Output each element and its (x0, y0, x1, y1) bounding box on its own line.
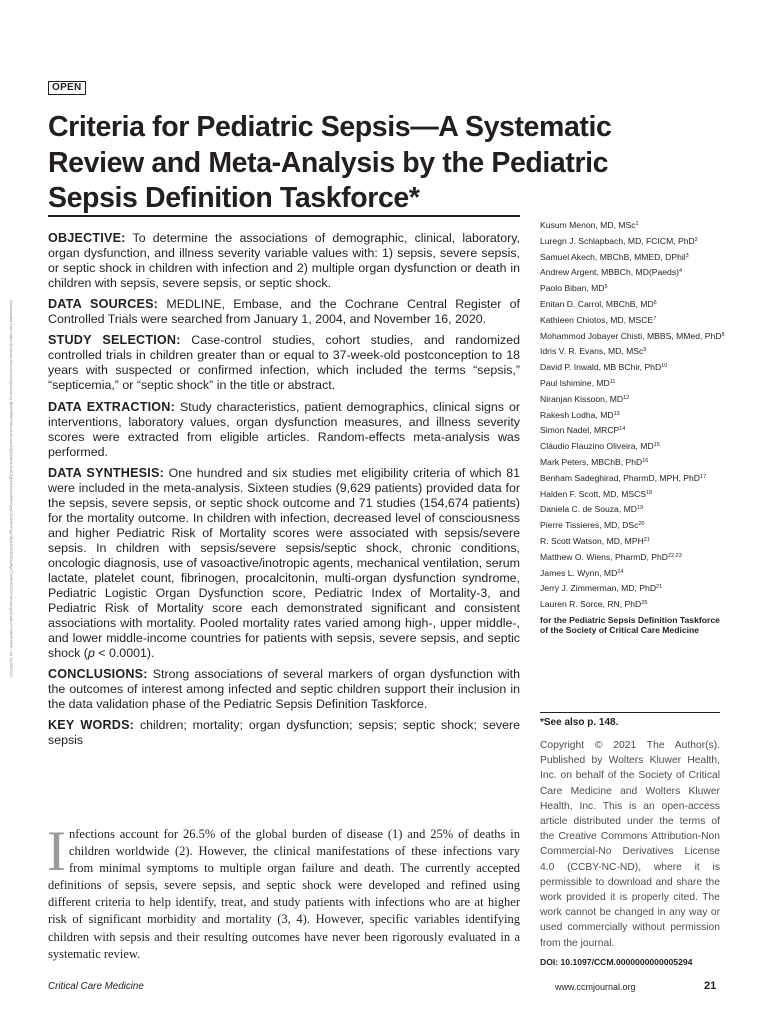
author (540, 283, 730, 294)
author-affiliation: 21 (656, 584, 663, 591)
footer-journal-url[interactable]: www.ccmjournal.org (555, 982, 636, 992)
section-label: OBJECTIVE: (48, 231, 126, 245)
author-name: R. Scott Watson, MD, MPH (540, 535, 644, 546)
author (540, 441, 730, 452)
author-affiliation: 6 (653, 299, 657, 306)
author-affiliation: 12 (623, 394, 630, 401)
author (540, 552, 730, 563)
author-affiliation: 9 (643, 347, 647, 354)
author-affiliation: 2 (694, 236, 698, 243)
copyright-notice: Copyright © 2021 The Author(s). Published by Wolters Kluwer Health, Inc. on behalf of the Society of Critical Care Medicine and Wolters Kluwer Health, Inc. This is an open-access article distributed under the terms of the Creative Commons Attribution-Non Commercial-No Derivatives License 4.0 (CCBY-NC-ND), where it is permissible to download and share the work provided it is properly cited. The work cannot be changed in any way or used commercially without permission from the journal. (540, 740, 720, 949)
author (540, 267, 730, 278)
section-text-end: < 0.0001). (94, 645, 155, 660)
abstract (48, 231, 520, 754)
section-text: children; mortality; organ dysfunction; sepsis; septic shock; severe sepsis (48, 718, 520, 748)
author-name: Samuel Akech, MBChB, MMED, DPhil (540, 251, 686, 262)
author-name: Paolo Biban, MD (540, 283, 605, 294)
author (540, 220, 730, 231)
author-name: Cláudio Flauzino Oliveira, MD (540, 441, 654, 452)
author-affiliation: 7 (653, 315, 657, 322)
section-label: DATA SOURCES: (48, 297, 159, 312)
abstract-study-selection (48, 333, 520, 393)
see-also-divider (540, 712, 720, 713)
author-name: Niranjan Kissoon, MD (540, 393, 624, 404)
author (540, 362, 730, 373)
author-affiliation: 5 (604, 284, 608, 291)
author-affiliation: 14 (619, 426, 626, 433)
author (540, 331, 730, 342)
author (540, 315, 730, 326)
author (540, 568, 730, 579)
section-text: To determine the associations of demographic, clinical, laboratory, organ dysfunction, and illness severity variable values with: 1) sepsis, severe sepsis, or septic shock in children with infection and 2) multiple organ dysfunction or death in children with sepsis, severe sepsis, or septic shock. (48, 231, 520, 290)
section-label: STUDY SELECTION: (48, 333, 181, 348)
author (540, 236, 730, 247)
author-affiliation: 21 (643, 536, 650, 543)
author (540, 520, 730, 531)
author-name: Matthew O. Wiens, PharmD, PhD (540, 551, 668, 562)
section-label: CONCLUSIONS: (48, 666, 148, 681)
author-affiliation: 8 (721, 331, 725, 338)
abstract-conclusions (48, 667, 520, 712)
author (540, 599, 730, 610)
author (540, 583, 730, 594)
abstract-data-sources (48, 297, 520, 327)
author-name: James L. Wynn, MD (540, 567, 618, 578)
author-affiliation: 13 (613, 410, 620, 417)
open-access-badge: OPEN (48, 81, 86, 95)
section-label: KEY WORDS: (48, 718, 135, 733)
author (540, 410, 730, 421)
download-note: Downloaded from https://journals.lww.com/ccmjournal by BhDMf5ePHKav1zEoum1tQfN4a+kJLhEZgbsIHo4XMi0hCywCX1AWnYQp/IlQrHD3i3D0OdRyi7TvSFl4Cf3VC4/OAVpDDa8K2+Ya6H515kE= on 01/18/2022 (9, 300, 14, 678)
section-text: MEDLINE, Embase, and the Cochrane Central Register of Controlled Trials were searched from January 1, 2004, and November 16, 2020. (48, 297, 520, 327)
author (540, 394, 730, 405)
abstract-objective (48, 231, 520, 291)
author-name: Simon Nadel, MRCP (540, 425, 620, 436)
author-name: Mohammod Jobayer Chisti, MBBS, MMed, PhD (540, 330, 722, 341)
author-affiliation: 20 (638, 521, 645, 528)
author (540, 346, 730, 357)
author-name: Daniela C. de Souza, MD (540, 504, 637, 515)
section-label: DATA EXTRACTION: (48, 399, 175, 414)
author (540, 457, 730, 468)
author (540, 425, 730, 436)
author-affiliation: 19 (636, 505, 644, 512)
taskforce-credit: for the Pediatric Sepsis Definition Taskforce of the Society of Critical Care Medicine (540, 614, 720, 636)
author-affiliation: 24 (617, 568, 624, 575)
section-text: Study characteristics, patient demographics, clinical signs or interventions, laboratory values, organ dysfunction measures, and illness severity scores were extracted from eligible articles. Random-effects meta-analysis was performed. (48, 399, 520, 459)
section-text: Case-control studies, cohort studies, and randomized controlled trials in children greater than or equal to 37-week-old postconception to 18 years with suspected or confirmed infection, which included the terms “sepsis,” “septicemia,” or “septic shock” in the title or abstract. (48, 333, 520, 393)
author-name: Mark Peters, MBChB, PhD (540, 456, 643, 467)
title-divider (48, 215, 520, 217)
author (540, 536, 730, 547)
author-affiliation: 3 (685, 252, 689, 259)
see-also-note: *See also p. 148. (540, 717, 619, 728)
author-list (540, 220, 730, 641)
section-label: DATA SYNTHESIS: (48, 465, 164, 480)
author-affiliation: 18 (646, 489, 653, 496)
author (540, 299, 730, 310)
author-name: Kathleen Chiotos, MD, MSCE (540, 314, 654, 325)
author-name: Rakesh Lodha, MD (540, 409, 614, 420)
abstract-data-synthesis (48, 466, 520, 661)
footer-journal-name: Critical Care Medicine (48, 981, 144, 992)
author-affiliation: 22,23 (668, 552, 682, 559)
section-text: Strong associations of several markers of organ dysfunction with the outcomes of interest among infected and septic children support their inclusion in the data validation phase of the Pediatric Sepsis Definition Taskforce. (48, 666, 520, 711)
author-affiliation: 15 (653, 442, 660, 449)
drop-cap: I (47, 820, 66, 883)
page-number: 21 (704, 980, 717, 992)
author-affiliation: 16 (642, 457, 649, 464)
author-affiliation: 11 (609, 378, 616, 385)
author (540, 504, 730, 515)
doi-link[interactable]: DOI: 10.1097/CCM.0000000000005294 (540, 957, 693, 967)
author-name: Luregn J. Schlapbach, MD, FCICM, PhD (540, 235, 695, 246)
author-affiliation: 10 (661, 363, 668, 370)
author-name: Jerry J. Zimmerman, MD, PhD (540, 583, 657, 594)
author-name: Andrew Argent, MBBCh, MD(Paeds) (540, 267, 679, 278)
author-name: Benham Sadeghirad, PharmD, MPH, PhD (540, 472, 701, 483)
author-name: Kusum Menon, MD, MSc (540, 220, 636, 230)
author-name: Pierre Tissieres, MD, DSc (540, 520, 639, 531)
author (540, 473, 730, 484)
author (540, 489, 730, 500)
introduction-paragraph (47, 820, 520, 963)
author-affiliation: 1 (635, 221, 639, 227)
author-name: Idris V. R. Evans, MD, MSc (540, 346, 644, 357)
introduction-text: nfections account for 26.5% of the global burden of disease (1) and 25% of deaths in children worldwide (2). However, the clinical manifestations of these infections vary from minimal symptoms to multiple organ failure and death. The currently accepted definitions of sepsis, severe sepsis, and septic shock were developed and refined using different criteria to help identify, treat, and study patients with infections who are at higher risk of significant morbidity and mortality (3, 4). However, specific variables identifying children with sepsis and their resulting outcomes have never been rigorously evaluated in a systematic review. (48, 827, 520, 961)
abstract-keywords (48, 718, 520, 748)
author-name: Halden F. Scott, MD, MSCS (540, 488, 647, 499)
section-text: One hundred and six studies met eligibility criteria of which 81 were included in the meta-analysis. Sixteen studies (9,629 patients) provided data for the sepsis, severe sepsis, or septic shock outcome and 71 studies (154,674 patients) for the mortality outcome. In children with infection, decreased level of consciousness and higher Pediatric Risk of Mortality scores were associated with sepsis/severe sepsis. In children with sepsis/severe sepsis/septic shock, chronic conditions, oncologic diagnosis, use of vasoactive/inotropic agents, mechanical ventilation, serum lactate, platelet count, fibrinogen, procalcitonin, multi-organ dysfunction syndrome, Pediatric Logistic Organ Dysfunction score, Pediatric Index of Mortality-3, and Pediatric Risk of Mortality score each demonstrated significant and consistent associations with mortality. Pooled mortality rates varied among high-, upper middle-, and lower middle-income countries for patients with sepsis, severe sepsis, and septic shock ( (48, 465, 520, 660)
author-affiliation: 4 (679, 268, 683, 275)
article-title: Criteria for Pediatric Sepsis—A Systematic Review and Meta-Analysis by the Pediatric Sepsis Definition Taskforce* (48, 111, 612, 214)
author (540, 252, 730, 263)
author-affiliation: 17 (700, 473, 707, 480)
abstract-data-extraction (48, 400, 520, 460)
author (540, 378, 730, 389)
author-name: Lauren R. Sorce, RN, PhD (540, 599, 642, 610)
author-affiliation: 25 (641, 600, 648, 607)
author-name: Enitan D. Carrol, MBChB, MD (540, 298, 654, 309)
author-name: Paul Ishimine, MD (540, 377, 610, 388)
author-name: David P. Inwald, MB BChir, PhD (540, 362, 662, 373)
p-value-symbol: p (87, 645, 95, 660)
